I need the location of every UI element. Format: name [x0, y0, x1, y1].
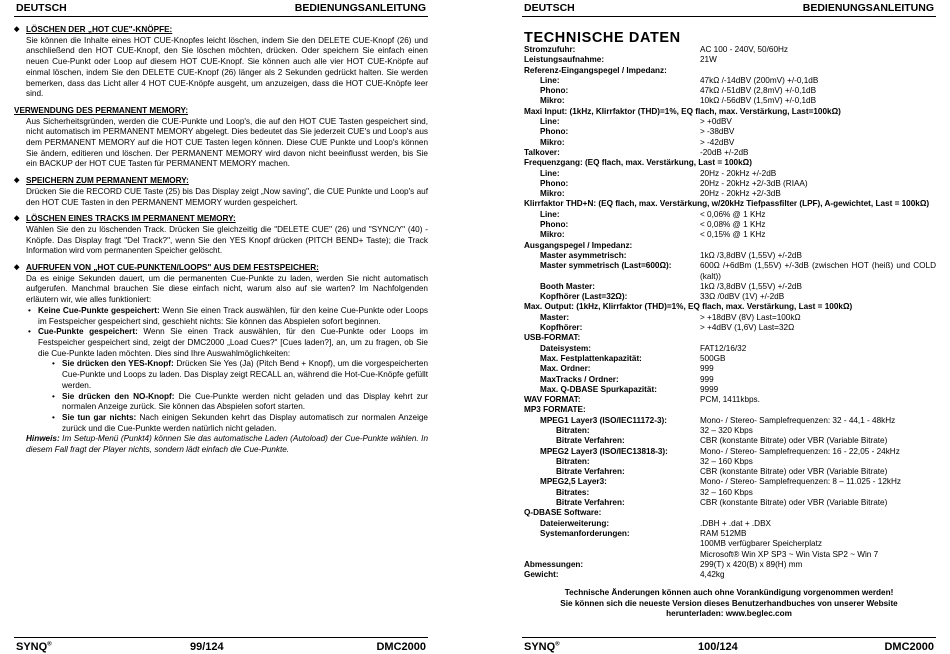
spec-value: 32 – 160 Kbps [700, 456, 753, 466]
spec-row [522, 66, 936, 76]
spec-label: Phono: [540, 220, 569, 230]
section-permanent-memory [14, 106, 428, 170]
spec-row [522, 169, 936, 179]
spec-value: 299(T) x 420(B) x 89(H) mm [700, 559, 803, 569]
spec-label: Leistungsaufnahme: [524, 55, 605, 65]
section-save-permanent [14, 176, 428, 208]
spec-value: 33Ω /0dBV (1V) +/-2dB [700, 292, 785, 302]
spec-label: Master symmetrisch (Last=600Ω): [540, 261, 672, 271]
spec-value: 999 [700, 364, 714, 374]
spec-row [522, 375, 936, 385]
spec-row [522, 550, 936, 560]
page-right [522, 0, 936, 654]
spec-value: Mono- / Stereo- Samplefrequenzen: 8 – 11.025 - 12kHz [700, 477, 902, 487]
spec-label: Systemanforderungen: [540, 528, 630, 538]
footer-model: DMC2000 [376, 641, 426, 653]
spec-value: FAT12/16/32 [700, 343, 747, 353]
spec-row [522, 457, 936, 467]
spec-value: 21W [700, 55, 717, 65]
spec-label: Phono: [540, 178, 569, 188]
spec-row [522, 426, 936, 436]
spec-value: 9999 [700, 384, 719, 394]
spec-value: 32 – 320 Kbps [700, 425, 753, 435]
spec-label: Max. Q-DBASE Spurkapazität: [540, 384, 657, 394]
spec-row [522, 416, 936, 426]
left-body [14, 25, 428, 462]
spec-row [522, 395, 936, 405]
spec-row [522, 179, 936, 189]
spec-value: < 0,08% @ 1 KHz [700, 220, 766, 230]
spec-label: Line: [540, 117, 560, 127]
spec-row [522, 529, 936, 539]
spec-label: Max. Ordner: [540, 364, 591, 374]
footer-page-number: 99/124 [190, 641, 224, 653]
spec-label: Talkover: [524, 147, 560, 157]
page-header [522, 2, 936, 17]
spec-row [522, 385, 936, 395]
spec-row [522, 539, 936, 549]
spec-label: Referenz-Eingangspegel / Impedanz: [524, 65, 667, 75]
spec-label: USB-FORMAT: [524, 333, 581, 343]
spec-row [522, 220, 936, 230]
section-recall [14, 263, 428, 456]
section-delete-hotcue [14, 25, 428, 100]
spec-label: Frequenzgang: (EQ flach, max. Verstärkung, Last = 100kΩ) [524, 158, 752, 168]
spec-value: Mono- / Stereo- Samplefrequenzen: 32 - 44,1 - 48kHz [700, 415, 896, 425]
spec-value: 47kΩ /-14dBV (200mV) +/-0,1dB [700, 75, 819, 85]
spec-row [522, 519, 936, 529]
section-title: ◆ AUFRUFEN VON „HOT CUE-PUNKTEN/LOOPS" AUS DEM FESTSPEICHER: [14, 263, 428, 274]
spec-row [522, 364, 936, 374]
page-footer [14, 637, 428, 654]
spec-label: Bitrates: [556, 487, 590, 497]
list-item: • Cue-Punkte gespeichert: Wenn Sie einen Track auswählen, für den Cue-Punkte oder Loops im Festspeicher gespeichert sind, zeigt der DMC2000 „Load Cues?" [Cues laden?], an, um zu fragen, ob Sie die Cue-Punkte laden möchten. Dies sind Ihre Auswahlmöglichkeiten: [28, 327, 429, 358]
spec-value: > +18dBV (8V) Last=100kΩ [700, 312, 801, 322]
spec-row [522, 261, 936, 282]
spec-value: 20Hz - 20kHz +2/-3dB [700, 189, 781, 199]
spec-row [522, 498, 936, 508]
spec-value: 10kΩ /-56dBV (1,5mV) +/-0,1dB [700, 96, 817, 106]
spec-label: MPEG1 Layer3 (ISO/IEC11172-3): [540, 415, 667, 425]
spec-value: RAM 512MB [700, 528, 747, 538]
spec-value: CBR (konstante Bitrate) oder VBR (Variable Bitrate) [700, 436, 888, 446]
section-title: ◆ SPEICHERN ZUM PERMANENT MEMORY: [14, 176, 428, 187]
spec-label: Dateierweiterung: [540, 518, 610, 528]
spec-value: 20Hz - 20kHz +/-2dB [700, 168, 777, 178]
footer-brand: SYNQ® [524, 641, 560, 653]
spec-table [522, 45, 936, 580]
spec-label: MPEG2 Layer3 (ISO/IEC13818-3): [540, 446, 668, 456]
spec-label: Booth Master: [540, 281, 596, 291]
spec-label: Line: [540, 75, 560, 85]
spec-row [522, 302, 936, 312]
spec-value: > -42dBV [700, 137, 735, 147]
header-language: DEUTSCH [524, 2, 575, 14]
spec-row [522, 570, 936, 580]
section-text: Sie können die Inhalte eines HOT CUE-Knopfes leicht löschen, indem Sie den DELETE CUE-Knopf (26) und anschließend den HOT CUE-Knopf, den Sie löschen möchten, drücken. Oder speichern Sie einfach einen neuen Cue-Punkt oder Loop auf diesem HOT CUE-Knopf. Sie können auch alle vier HOT CUE-Knöpfe auf einmal löschen, indem Sie den DELETE CUE-Knopf (26) länger als 2 Sekunden gedrückt halten. Sie werden bemerken, dass das Licht aller 4 HOT CUE-Knöpfe ausgeht, um anzuzeigen, dass die HOT CUE-Knöpfe leer sind. [26, 35, 428, 99]
spec-row [522, 282, 936, 292]
spec-row [522, 127, 936, 137]
spec-value: 1kΩ /3,8dBV (1,55V) +/-2dB [700, 250, 802, 260]
spec-label: Klirrfaktor THD+N: (EQ flach, max. Verstärkung, w/20kHz Tiefpassfilter (LPF), A-gewichtet, Last = 100kΩ) [524, 199, 930, 209]
spec-row [522, 560, 936, 570]
spec-row [522, 313, 936, 323]
spec-row [522, 86, 936, 96]
spec-row [522, 405, 936, 415]
spec-row [522, 251, 936, 261]
spec-row [522, 138, 936, 148]
spec-value: CBR (konstante Bitrate) oder VBR (Variable Bitrate) [700, 467, 888, 477]
spec-label: Phono: [540, 86, 569, 96]
spec-value: 1kΩ /3,8dBV (1,55V) +/-2dB [700, 281, 802, 291]
spec-value: 100MB verfügbarer Speicherplatz [700, 539, 822, 549]
spec-row [522, 447, 936, 457]
spec-value: PCM, 1411kbps. [700, 395, 760, 405]
spec-row [522, 230, 936, 240]
spec-label: Bitrate Verfahren: [556, 498, 625, 508]
spec-row [522, 436, 936, 446]
spec-value: 600Ω /+6dBm (1,55V) +/-3dB (zwischen HOT (heiß) und COLD (kalt)) [700, 261, 936, 281]
list-item: • Sie tun gar nichts: Nach einigen Sekunden kehrt das Display automatisch zur normalen Anzeige zurück und die Cue-Punkte werden natürlich nicht geladen. [52, 412, 428, 433]
spec-label: Master: [540, 312, 570, 322]
spec-label: Mikro: [540, 137, 565, 147]
spec-value: 500GB [700, 353, 726, 363]
spec-row [522, 189, 936, 199]
spec-label: Dateisystem: [540, 343, 591, 353]
section-text: Wählen Sie den zu löschenden Track. Drücken Sie gleichzeitig die "DELETE CUE" (26) und "SYNC/Y" (40) -Knöpfe. Das Display fragt "Del Track?", wenn Sie den YES Knopf drücken (PITCH BEND+ Taste); die Track Information wird vom permanenten Speicher gelöscht. [26, 224, 428, 256]
spec-label: Kopfhörer: [540, 323, 583, 333]
footer-model: DMC2000 [884, 641, 934, 653]
page-footer [522, 637, 936, 654]
spec-label: Gewicht: [524, 570, 559, 580]
spec-row [522, 467, 936, 477]
spec-value: -20dB +/-2dB [700, 147, 749, 157]
section-title: ◆ LÖSCHEN EINES TRACKS IM PERMANENT MEMORY: [14, 214, 428, 225]
spec-value: < 0,15% @ 1 KHz [700, 230, 766, 240]
spec-label: Bitrate Verfahren: [556, 436, 625, 446]
list-item: • Sie drücken den YES-Knopf: Drücken Sie Yes (Ja) (Pitch Bend + Knopf), um die vorgespeicherten Cue-Punkte und Loops zu laden. Das Display zeigt RECALL an, während die Hot-Cue-Knöpfe gefüllt werden. [52, 359, 428, 390]
spec-label: Abmessungen: [524, 559, 584, 569]
spec-value: > +4dBV (1,6V) Last=32Ω [700, 323, 795, 333]
spec-row [522, 292, 936, 302]
spec-row [522, 354, 936, 364]
section-text: Drücken Sie die RECORD CUE Taste (25) bis Das Display zeigt „Now saving", die CUE Punkte und Loop's auf den HOT CUE Tasten in den PERMANENT MEMORY wurden gespeichert. [26, 186, 428, 207]
spec-value: AC 100 - 240V, 50/60Hz [700, 45, 788, 54]
spec-row [522, 199, 936, 209]
section-title: VERWENDUNG DES PERMANENT MEMORY: [14, 105, 189, 115]
spec-row [522, 323, 936, 333]
page-header [14, 2, 428, 17]
spec-row [522, 76, 936, 86]
section-title: ◆ LÖSCHEN DER „HOT CUE"-KNÖPFE: [14, 25, 428, 36]
spec-value: > +0dBV [700, 117, 732, 127]
spec-label: Line: [540, 209, 560, 219]
footer-brand: SYNQ® [16, 641, 52, 653]
spec-label: Bitraten: [556, 425, 590, 435]
section-text: Da es einige Sekunden dauert, um die permanenten Cue-Punkte zu laden, werden Sie nicht automatisch aufgerufen. Manchmal brauchen Sie diese einfach nicht, warum also auf sie warten? Im Nachfolgenden erläutern wir, wie alles funktioniert: [26, 273, 428, 305]
footer-note: Technische Änderungen können auch ohne Vorankündigung vorgenommen werden! Sie können sich die neueste Version dieses Benutzerhandbuches von unserer Website herunterladen: www.beglec.com [560, 588, 898, 618]
spec-row [522, 488, 936, 498]
spec-value: CBR (konstante Bitrate) oder VBR (Variable Bitrate) [700, 498, 888, 508]
spec-label: Bitrate Verfahren: [556, 467, 625, 477]
spec-label: MP3 FORMATE: [524, 405, 586, 415]
spec-value: 32 – 160 Kbps [700, 487, 753, 497]
spec-label: WAV FORMAT: [524, 395, 581, 405]
spec-label: Mikro: [540, 189, 565, 199]
spec-value: 4,42kg [700, 570, 725, 580]
spec-value: > -38dBV [700, 127, 735, 137]
spec-row [522, 107, 936, 117]
page-title: TECHNISCHE DATEN [524, 30, 681, 46]
spec-row [522, 241, 936, 251]
spec-label: Mikro: [540, 230, 565, 240]
spec-value: 47kΩ /-51dBV (2,8mV) +/-0,1dB [700, 86, 817, 96]
spec-value: .DBH + .dat + .DBX [700, 518, 771, 528]
spec-label: Max. Output: (1kHz, Klirrfaktor (THD)=1%, EQ flach, max. Verstärkung, Last = 100kΩ) [524, 302, 853, 312]
spec-row [522, 333, 936, 343]
footer-page-number: 100/124 [698, 641, 738, 653]
header-language: DEUTSCH [16, 2, 67, 14]
spec-row [522, 45, 936, 55]
section-delete-track [14, 214, 428, 257]
spec-row [522, 158, 936, 168]
spec-label: Phono: [540, 127, 569, 137]
spec-value: 999 [700, 374, 714, 384]
hint-note: Hinweis: Im Setup-Menü (Punkt4) können Sie das automatische Laden (Autoload) der Cue-Punkte wählen. In diesem Fall fragt der Player nichts, sondern lädt einfach die Cue-Punkte. [26, 434, 428, 455]
spec-row [522, 210, 936, 220]
list-item: • Keine Cue-Punkte gespeichert: Wenn Sie einen Track auswählen, für den keine Cue-Punkte oder Loops im Festspeicher gespeichert sind, geschieht nichts: Sie können das Abspielen sofort beginnen. [28, 305, 428, 326]
spec-row [522, 148, 936, 158]
section-text: Aus Sicherheitsgründen, werden die CUE-Punkte und Loop's, die auf den HOT CUE Tasten gespeichert sind, nicht automatisch im PERMANENT MEMORY abgelegt. Dies bedeutet das Sie jederzeit CUE's und Loop's aus dem PERMANENT MEMORY auf die HOT CUE Tasten legen können. Diese CUE Punkte und Loop's können Sie ändern, editieren und löschen. Der PERMANENT MEMORY wird davon nicht beeinflusst werden, bis Sie ein BACKUP der HOT CUE Tasten für PERMANENT MEMORY machen. [26, 116, 428, 169]
spec-label: Line: [540, 168, 560, 178]
spec-label: Ausgangspegel / Impedanz: [524, 240, 633, 250]
spec-label: Mikro: [540, 96, 565, 106]
spec-value: Mono- / Stereo- Samplefrequenzen: 16 - 22,05 - 24kHz [700, 446, 900, 456]
spec-label: Q-DBASE Software: [524, 508, 602, 518]
spec-label: Maxi Input: (1kHz, Klirrfaktor (THD)=1%, EQ flach, max. Verstärkung, Last=100kΩ) [524, 106, 841, 116]
spec-row [522, 508, 936, 518]
header-manual: BEDIENUNGSANLEITUNG [294, 2, 426, 14]
list-item: • Sie drücken den NO-Knopf: Die Cue-Punkte werden nicht geladen und das Display kehrt zur normalen Anzeige zurück. Sie können das Abspielen sofort starten. [52, 391, 428, 412]
page-left [14, 0, 428, 654]
spec-value: < 0,06% @ 1 KHz [700, 209, 766, 219]
spec-label: Bitraten: [556, 456, 590, 466]
spec-label: MPEG2,5 Layer3: [540, 477, 607, 487]
spec-label: Stromzufuhr: [524, 45, 576, 54]
spec-row [522, 477, 936, 487]
spec-label: Master asymmetrisch: [540, 250, 627, 260]
spec-row [522, 344, 936, 354]
header-manual: BEDIENUNGSANLEITUNG [802, 2, 934, 14]
spec-label: Max. Festplattenkapazität: [540, 353, 642, 363]
spec-row [522, 55, 936, 65]
spec-row [522, 117, 936, 127]
spec-label: Kopfhörer (Last=32Ω): [540, 292, 628, 302]
spec-value: Microsoft® Win XP SP3 ~ Win Vista SP2 ~ Win 7 [700, 549, 879, 559]
spec-value: 20Hz - 20kHz +2/-3dB (RIAA) [700, 178, 808, 188]
spec-row [522, 96, 936, 106]
spec-label: MaxTracks / Ordner: [540, 374, 619, 384]
